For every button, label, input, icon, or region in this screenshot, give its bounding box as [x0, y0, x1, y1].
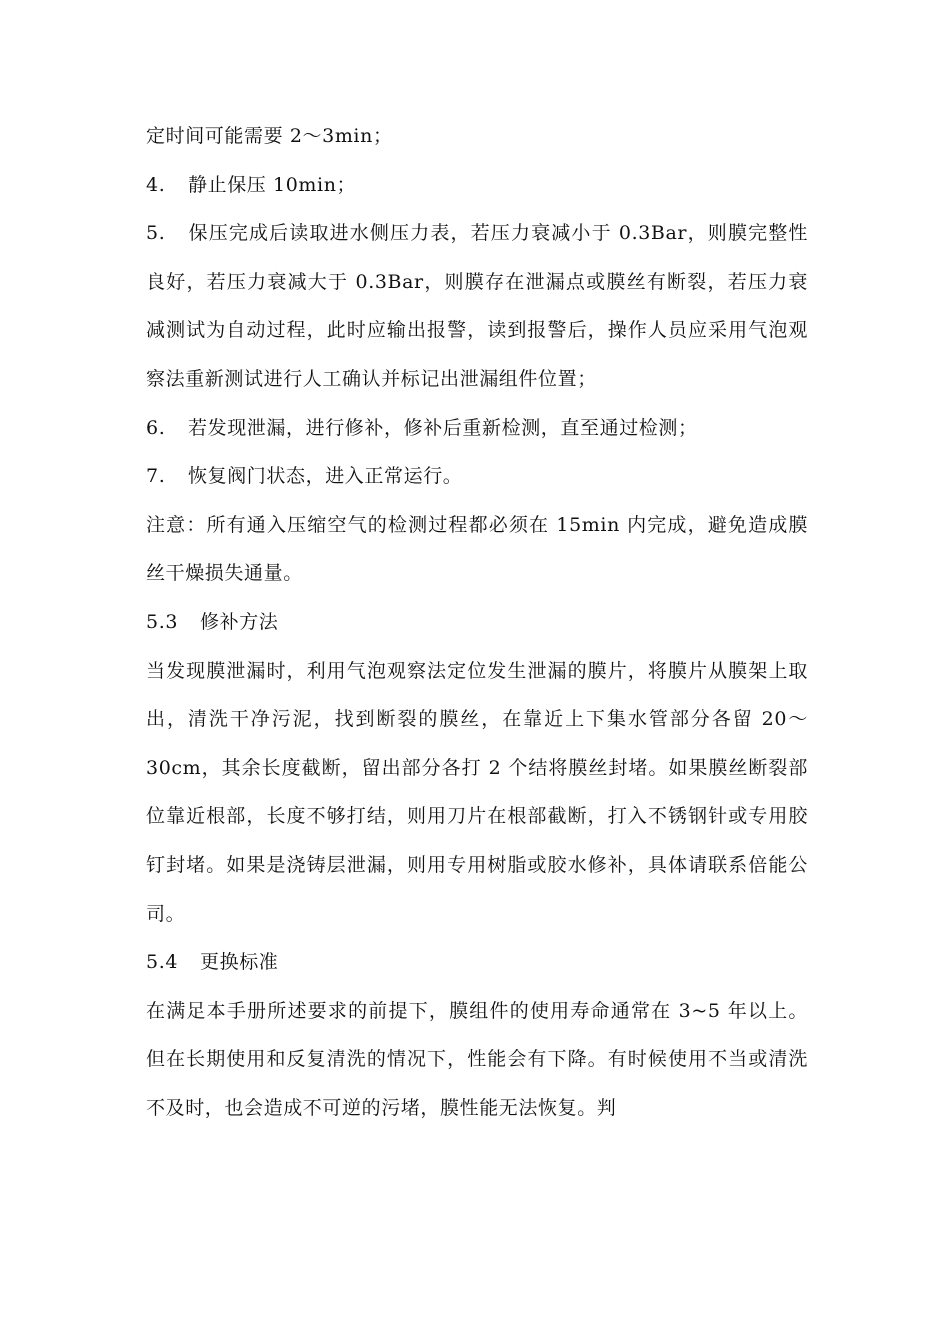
replace-body: 在满足本手册所述要求的前提下，膜组件的使用寿命通常在 3~5 年以上。但在长期使用和反复清洗的情况下，性能会有下降。有时候使用不当或清洗不及时，也会造成不可逆的污堵，膜性能无法恢复。判	[146, 999, 808, 1119]
document-page	[146, 112, 808, 1132]
section-heading-replace	[146, 938, 808, 987]
note-paragraph: 注意：所有通入压缩空气的检测过程都必须在 15min 内完成，避免造成膜丝干燥损失通量。	[146, 513, 808, 585]
repair-body: 当发现膜泄漏时，利用气泡观察法定位发生泄漏的膜片，将膜片从膜架上取出，清洗干净污泥，找到断裂的膜丝，在靠近上下集水管部分各留 20～30cm，其余长度截断，留出部分各打 2 个结将膜丝封堵。如果膜丝断裂部位靠近根部，长度不够打结，则用刀片在根部截断，打入不锈钢针或专用胶钉封堵。如果是浇铸层泄漏，则用专用树脂或胶水修补，具体请联系倍能公司。	[146, 659, 808, 925]
step-text: 恢复阀门状态，进入正常运行。	[188, 465, 463, 488]
continuation-text: 定时间可能需要 2～3min；	[146, 125, 393, 147]
step-5	[146, 209, 808, 403]
step-number: 7.	[146, 465, 166, 488]
step-text: 保压完成后读取进水侧压力表，若压力衰减小于 0.3Bar，则膜完整性良好，若压力衰减大于 0.3Bar，则膜存在泄漏点或膜丝有断裂，若压力衰减测试为自动过程，此时应输出报警，读到报警后，操作人员应采用气泡观察法重新测试进行人工确认并标记出泄漏组件位置；	[146, 222, 808, 390]
step-number: 6.	[146, 416, 166, 439]
section-number: 5.3	[146, 610, 179, 633]
section-heading-repair	[146, 598, 808, 647]
step-number: 4.	[146, 173, 166, 196]
step-6	[146, 404, 808, 453]
section-title: 更换标准	[200, 951, 279, 974]
step-4	[146, 161, 808, 210]
step-number: 5.	[146, 222, 166, 245]
step-7	[146, 452, 808, 501]
section-title: 修补方法	[200, 610, 279, 633]
section-number: 5.4	[146, 951, 179, 974]
step-text: 静止保压 10min；	[188, 173, 357, 196]
step-text: 若发现泄漏，进行修补，修补后重新检测，直至通过检测；	[188, 416, 698, 439]
